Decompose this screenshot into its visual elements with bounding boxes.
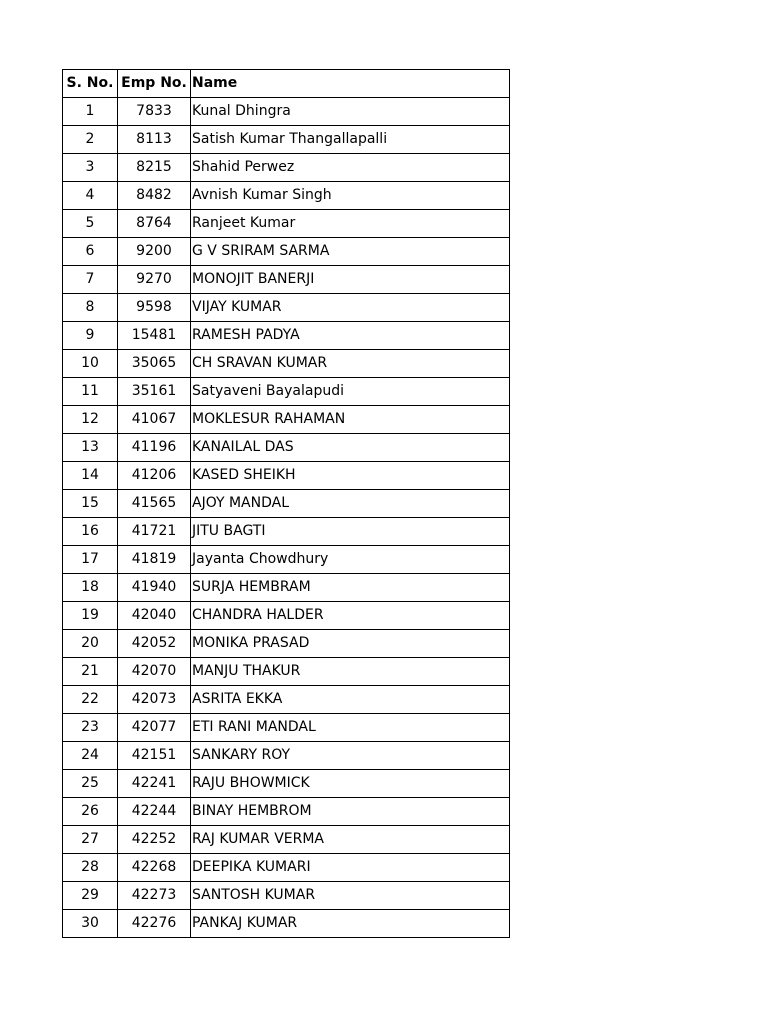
table-row (63, 126, 510, 154)
cell-sno: 13 (63, 434, 118, 462)
cell-sno: 30 (63, 910, 118, 938)
cell-emp-no: 41196 (118, 434, 191, 462)
employee-table (62, 69, 510, 938)
table-row (63, 574, 510, 602)
table-body (63, 98, 510, 938)
cell-sno: 11 (63, 378, 118, 406)
table-row (63, 714, 510, 742)
cell-emp-no: 9598 (118, 294, 191, 322)
cell-name: CH SRAVAN KUMAR (191, 350, 510, 378)
table-row (63, 154, 510, 182)
cell-emp-no: 42052 (118, 630, 191, 658)
cell-sno: 19 (63, 602, 118, 630)
cell-name: ETI RANI MANDAL (191, 714, 510, 742)
cell-name: JITU BAGTI (191, 518, 510, 546)
cell-emp-no: 8482 (118, 182, 191, 210)
table-row (63, 98, 510, 126)
cell-name: Avnish Kumar Singh (191, 182, 510, 210)
cell-emp-no: 42252 (118, 826, 191, 854)
table-row (63, 350, 510, 378)
cell-emp-no: 42241 (118, 770, 191, 798)
cell-name: AJOY MANDAL (191, 490, 510, 518)
cell-emp-no: 42073 (118, 686, 191, 714)
table-row (63, 322, 510, 350)
header-emp-no: Emp No. (118, 70, 191, 98)
table-row (63, 406, 510, 434)
cell-sno: 28 (63, 854, 118, 882)
cell-name: Jayanta Chowdhury (191, 546, 510, 574)
table-row (63, 910, 510, 938)
cell-emp-no: 7833 (118, 98, 191, 126)
cell-sno: 26 (63, 798, 118, 826)
table-row (63, 686, 510, 714)
cell-name: SURJA HEMBRAM (191, 574, 510, 602)
cell-emp-no: 8215 (118, 154, 191, 182)
table-row (63, 434, 510, 462)
cell-sno: 22 (63, 686, 118, 714)
cell-name: SANKARY ROY (191, 742, 510, 770)
cell-emp-no: 41819 (118, 546, 191, 574)
cell-sno: 8 (63, 294, 118, 322)
table-row (63, 462, 510, 490)
cell-sno: 14 (63, 462, 118, 490)
cell-emp-no: 35065 (118, 350, 191, 378)
cell-name: ASRITA EKKA (191, 686, 510, 714)
cell-emp-no: 8113 (118, 126, 191, 154)
cell-name: MANJU THAKUR (191, 658, 510, 686)
cell-name: MONOJIT BANERJI (191, 266, 510, 294)
cell-sno: 29 (63, 882, 118, 910)
table-row (63, 378, 510, 406)
cell-sno: 9 (63, 322, 118, 350)
cell-sno: 18 (63, 574, 118, 602)
cell-sno: 2 (63, 126, 118, 154)
cell-emp-no: 41067 (118, 406, 191, 434)
cell-sno: 20 (63, 630, 118, 658)
cell-name: Kunal Dhingra (191, 98, 510, 126)
cell-emp-no: 41565 (118, 490, 191, 518)
cell-emp-no: 8764 (118, 210, 191, 238)
cell-emp-no: 41206 (118, 462, 191, 490)
table-row (63, 742, 510, 770)
table-row (63, 798, 510, 826)
cell-emp-no: 42151 (118, 742, 191, 770)
cell-emp-no: 41940 (118, 574, 191, 602)
cell-emp-no: 42273 (118, 882, 191, 910)
cell-sno: 3 (63, 154, 118, 182)
cell-sno: 7 (63, 266, 118, 294)
cell-sno: 1 (63, 98, 118, 126)
cell-name: VIJAY KUMAR (191, 294, 510, 322)
cell-emp-no: 9200 (118, 238, 191, 266)
cell-sno: 17 (63, 546, 118, 574)
cell-name: KASED SHEIKH (191, 462, 510, 490)
table-row (63, 854, 510, 882)
table-row (63, 826, 510, 854)
cell-name: MOKLESUR RAHAMAN (191, 406, 510, 434)
cell-sno: 23 (63, 714, 118, 742)
cell-name: SANTOSH KUMAR (191, 882, 510, 910)
cell-name: RAJU BHOWMICK (191, 770, 510, 798)
cell-name: PANKAJ KUMAR (191, 910, 510, 938)
header-name: Name (191, 70, 510, 98)
table-row (63, 210, 510, 238)
cell-emp-no: 42070 (118, 658, 191, 686)
cell-emp-no: 15481 (118, 322, 191, 350)
cell-name: Satyaveni Bayalapudi (191, 378, 510, 406)
table-row (63, 602, 510, 630)
cell-sno: 5 (63, 210, 118, 238)
cell-name: Shahid Perwez (191, 154, 510, 182)
cell-emp-no: 35161 (118, 378, 191, 406)
cell-name: RAMESH PADYA (191, 322, 510, 350)
table-row (63, 630, 510, 658)
table-row (63, 294, 510, 322)
cell-name: MONIKA PRASAD (191, 630, 510, 658)
cell-name: G V SRIRAM SARMA (191, 238, 510, 266)
cell-name: KANAILAL DAS (191, 434, 510, 462)
table-row (63, 238, 510, 266)
header-sno: S. No. (63, 70, 118, 98)
cell-emp-no: 42244 (118, 798, 191, 826)
cell-sno: 15 (63, 490, 118, 518)
cell-sno: 25 (63, 770, 118, 798)
cell-emp-no: 41721 (118, 518, 191, 546)
cell-name: BINAY HEMBROM (191, 798, 510, 826)
cell-sno: 27 (63, 826, 118, 854)
cell-sno: 16 (63, 518, 118, 546)
cell-emp-no: 42268 (118, 854, 191, 882)
cell-emp-no: 9270 (118, 266, 191, 294)
table-row (63, 490, 510, 518)
table-row (63, 658, 510, 686)
cell-name: RAJ KUMAR VERMA (191, 826, 510, 854)
table-header (63, 70, 510, 98)
cell-emp-no: 42077 (118, 714, 191, 742)
cell-emp-no: 42040 (118, 602, 191, 630)
table-row (63, 546, 510, 574)
cell-name: CHANDRA HALDER (191, 602, 510, 630)
cell-name: Ranjeet Kumar (191, 210, 510, 238)
header-row (63, 70, 510, 98)
table-row (63, 770, 510, 798)
table-row (63, 882, 510, 910)
cell-sno: 6 (63, 238, 118, 266)
cell-sno: 21 (63, 658, 118, 686)
cell-sno: 12 (63, 406, 118, 434)
cell-sno: 24 (63, 742, 118, 770)
cell-sno: 10 (63, 350, 118, 378)
cell-name: DEEPIKA KUMARI (191, 854, 510, 882)
table-row (63, 518, 510, 546)
table-row (63, 182, 510, 210)
table-row (63, 266, 510, 294)
cell-sno: 4 (63, 182, 118, 210)
cell-emp-no: 42276 (118, 910, 191, 938)
cell-name: Satish Kumar Thangallapalli (191, 126, 510, 154)
